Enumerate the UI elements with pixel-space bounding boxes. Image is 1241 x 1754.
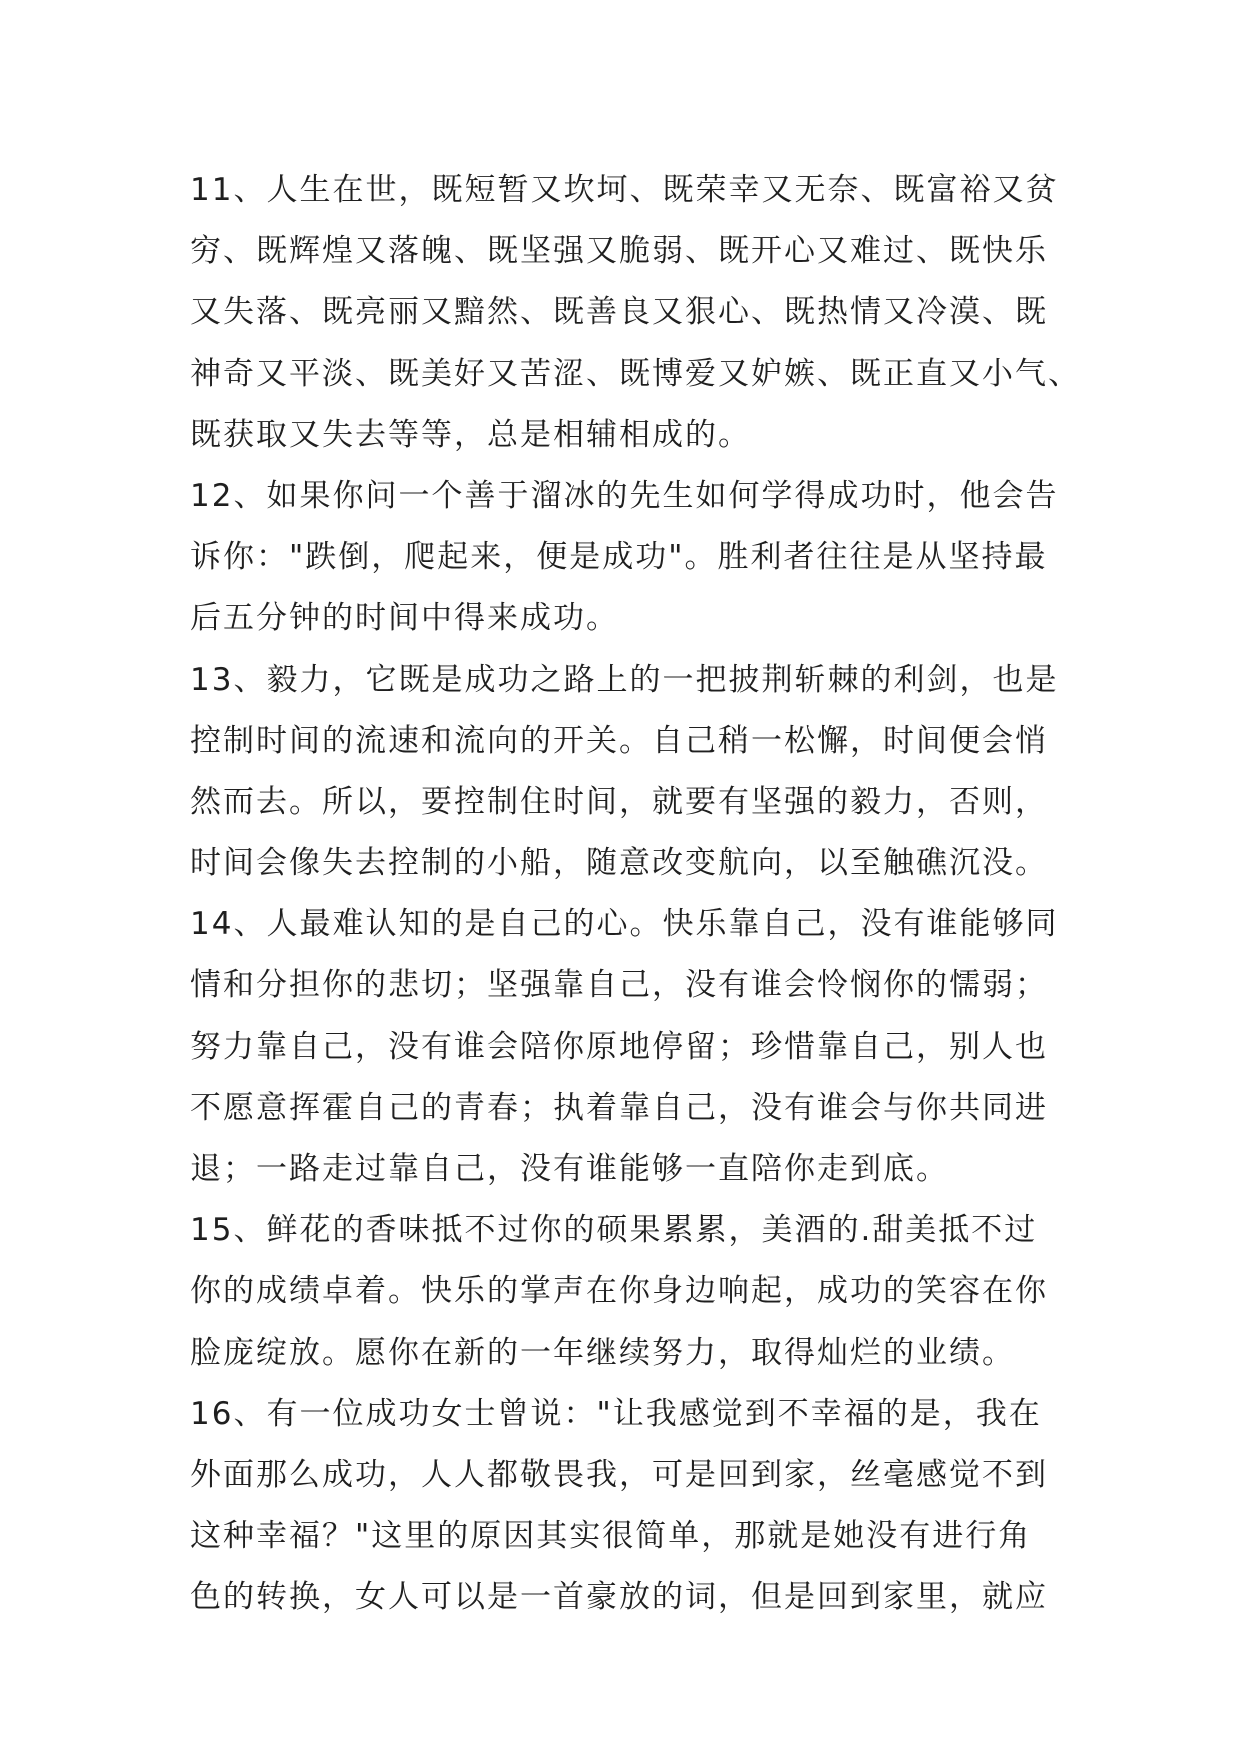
text-line-12: 时间会像失去控制的小船，随意改变航向，以至触礁沉没。	[190, 845, 1048, 882]
text-line-9: 13、毅力，它既是成功之路上的一把披荆斩棘的利剑，也是	[190, 661, 1059, 698]
text-line-19: 你的成绩卓着。快乐的掌声在你身边响起，成功的笑容在你	[190, 1273, 1048, 1310]
text-line-13: 14、人最难认知的是自己的心。快乐靠自己，没有谁能够同	[190, 906, 1059, 943]
text-line-18: 15、鲜花的香味抵不过你的硕果累累，美酒的.甜美抵不过	[190, 1212, 1038, 1249]
text-line-1: 11、人生在世，既短暂又坎坷、既荣幸又无奈、既富裕又贫	[190, 172, 1059, 208]
text-line-7: 诉你："跌倒，爬起来，便是成功"。胜利者往往是从坚持最	[190, 539, 1048, 576]
text-line-6: 12、如果你问一个善于溜冰的先生如何学得成功时，他会告	[190, 477, 1059, 514]
text-line-16: 不愿意挥霍自己的青春；执着靠自己，没有谁会与你共同进	[190, 1089, 1048, 1126]
text-line-15: 努力靠自己，没有谁会陪你原地停留；珍惜靠自己，别人也	[190, 1028, 1048, 1065]
text-line-21: 16、有一位成功女士曾说："让我感觉到不幸福的是，我在	[190, 1395, 1042, 1432]
text-line-11: 然而去。所以，要控制住时间，就要有坚强的毅力，否则，	[190, 783, 1048, 820]
text-line-24: 色的转换，女人可以是一首豪放的词，但是回到家里，就应	[190, 1579, 1048, 1616]
text-line-23: 这种幸福？"这里的原因其实很简单，那就是她没有进行角	[190, 1518, 1032, 1555]
text-line-4: 神奇又平淡、既美好又苦涩、既博爱又妒嫉、既正直又小气、	[190, 355, 1081, 392]
text-line-17: 退；一路走过靠自己，没有谁能够一直陪你走到底。	[190, 1151, 949, 1187]
text-line-14: 情和分担你的悲切；坚强靠自己，没有谁会怜悯你的懦弱；	[190, 967, 1048, 1004]
text-line-10: 控制时间的流速和流向的开关。自己稍一松懈，时间便会悄	[190, 722, 1048, 759]
document-body	[190, 160, 1081, 1629]
text-line-2: 穷、既辉煌又落魄、既坚强又脆弱、既开心又难过、既快乐	[190, 233, 1048, 270]
text-line-22: 外面那么成功，人人都敬畏我，可是回到家，丝毫感觉不到	[190, 1456, 1048, 1493]
text-line-8: 后五分钟的时间中得来成功。	[190, 600, 619, 637]
text-line-3: 又失落、既亮丽又黯然、既善良又狠心、既热情又冷漠、既	[190, 294, 1048, 331]
text-line-20: 脸庞绽放。愿你在新的一年继续努力，取得灿烂的业绩。	[190, 1334, 1015, 1371]
text-line-5: 既获取又失去等等，总是相辅相成的。	[190, 416, 751, 453]
